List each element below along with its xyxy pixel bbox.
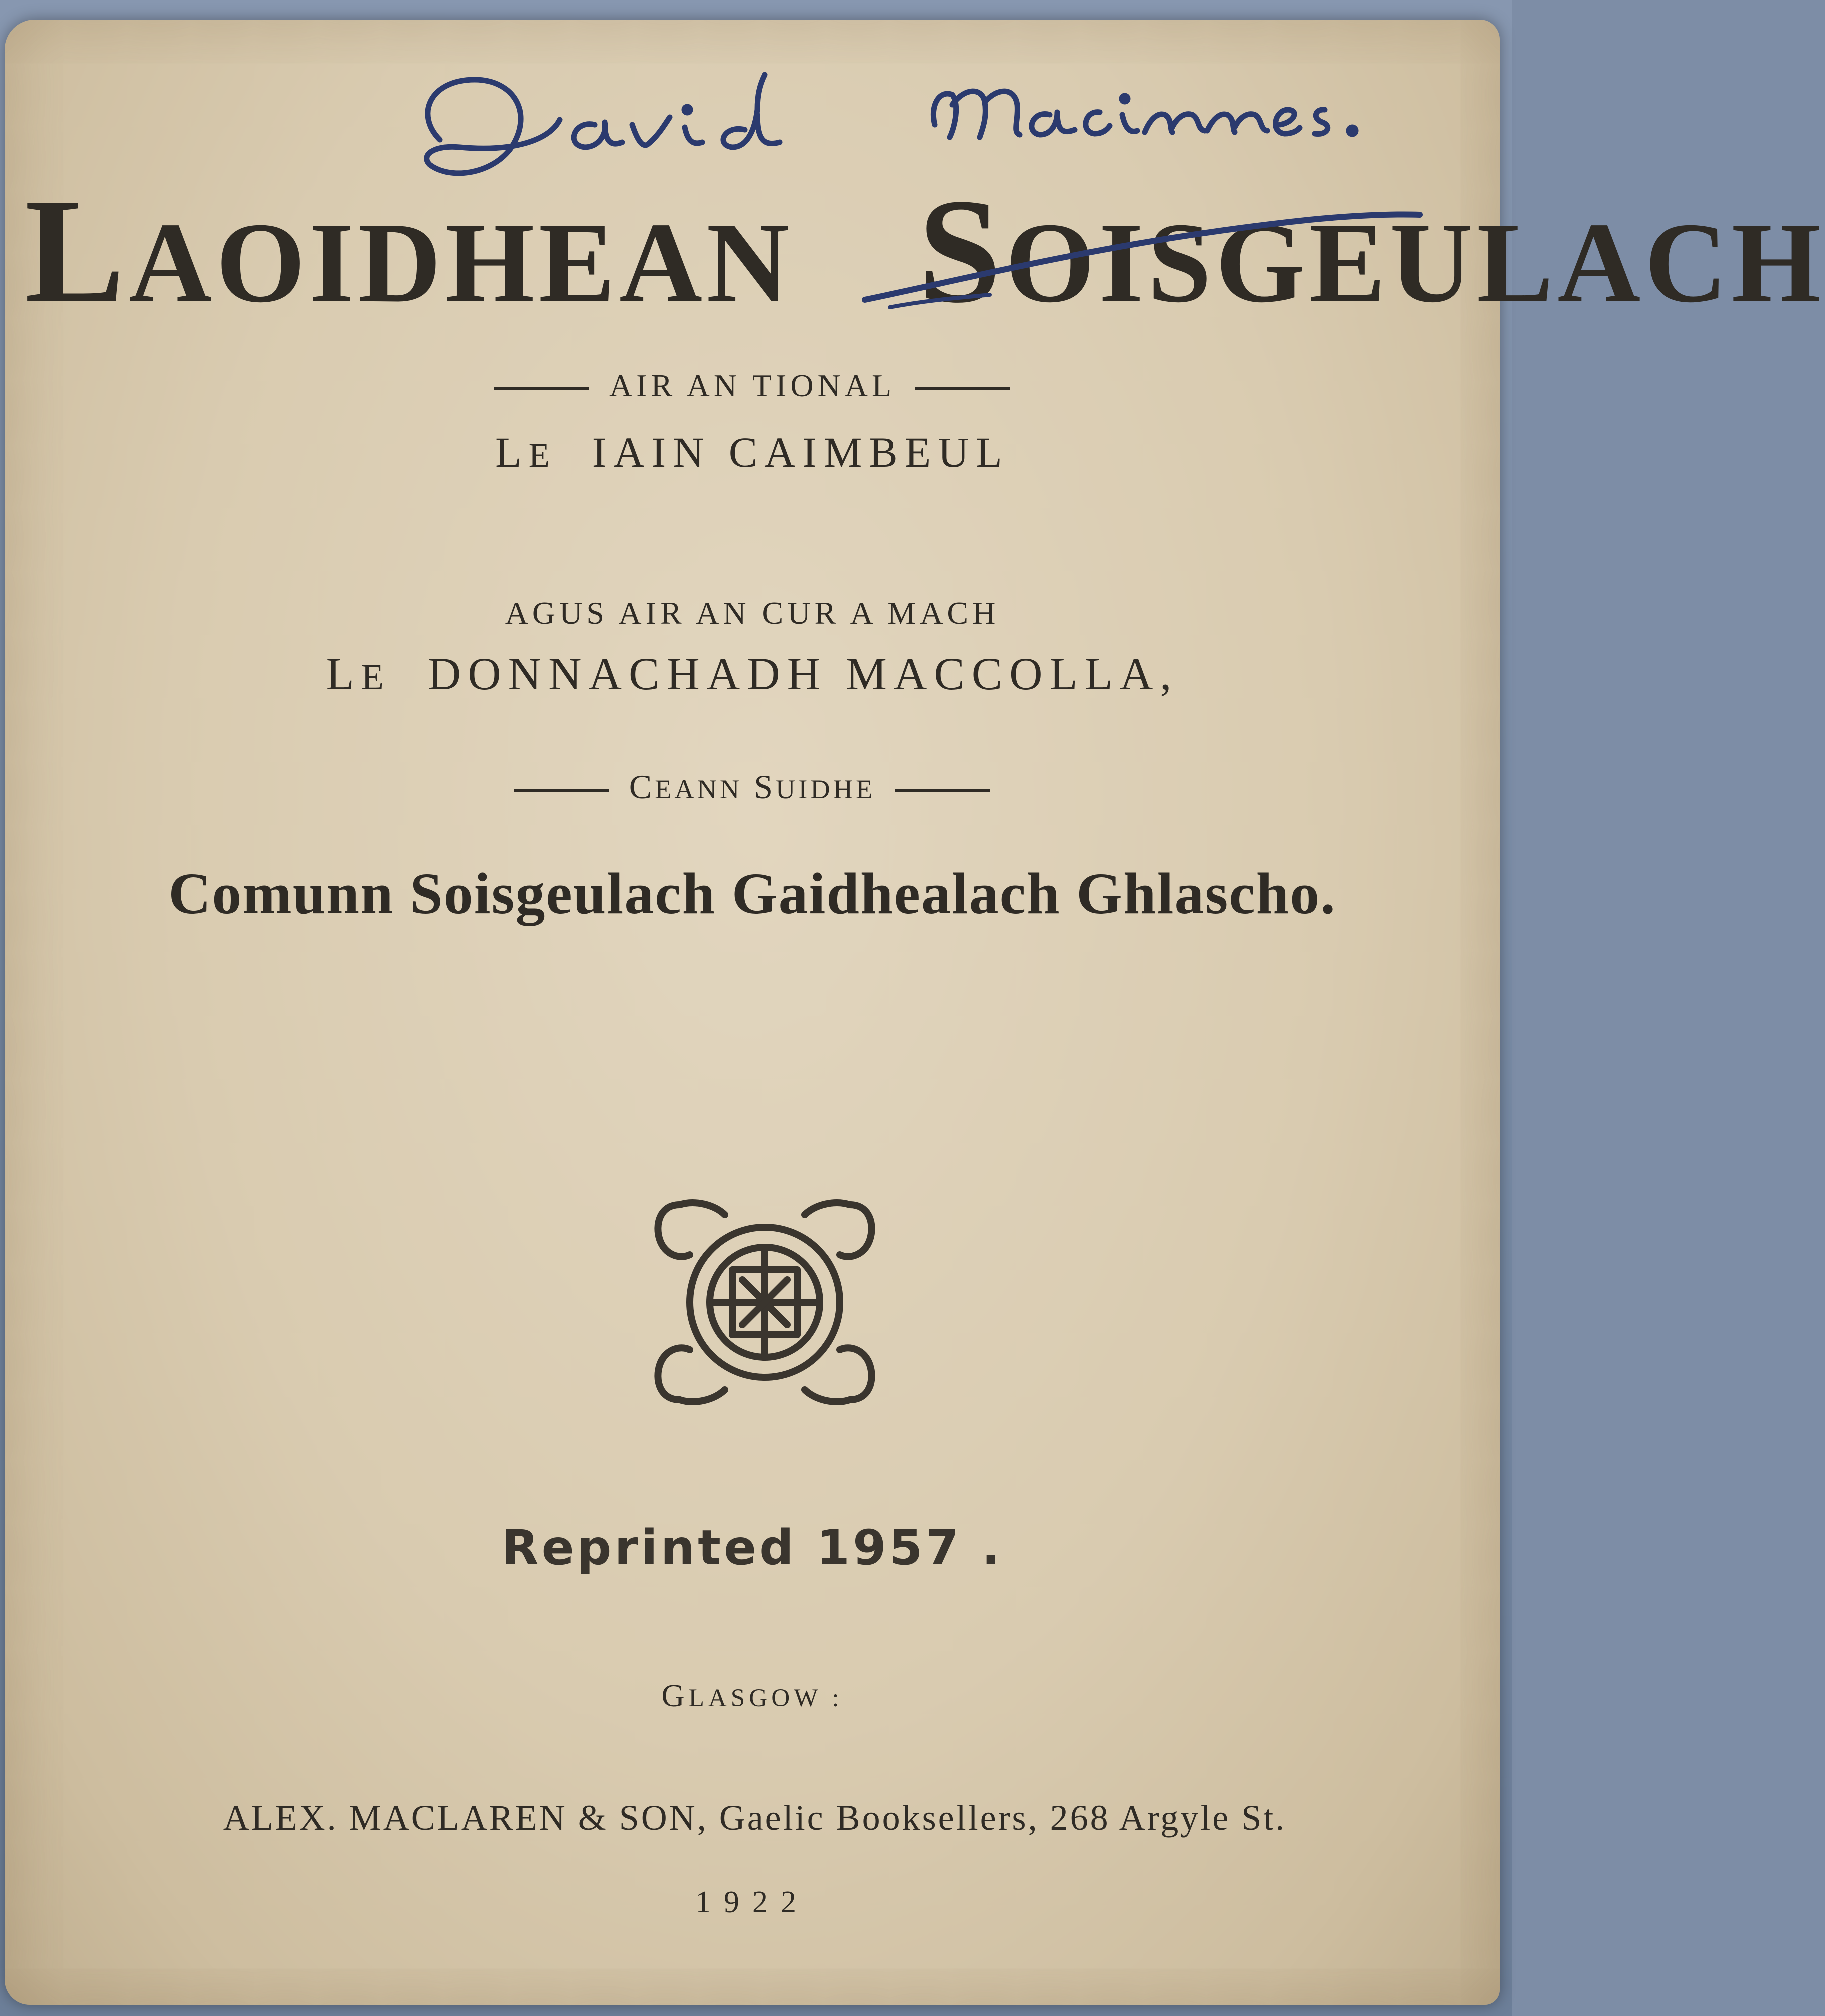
role-initial-1: C [629,768,656,806]
place-initial: G [662,1678,689,1714]
rule-left [494,388,590,390]
title-word1-rest: AOIDHEAN [129,199,794,326]
compiler-name: IAIN CAIMBEUL [592,428,1010,476]
role-rest-1: EANN [655,774,743,804]
publisher-line [5,648,1500,700]
role-rest-2: UIDHE [776,774,876,804]
compiled-label: AIR AN TIONAL [609,368,896,404]
pen-underline-stroke [860,200,1435,330]
place-rest: LASGOW : [688,1684,844,1712]
publisher-imprint: ALEX. MACLAREN & SON, Gaelic Booksellers, 268 Argyle St. [223,1798,1287,1838]
title-word2-initial: S [918,168,1006,334]
title-page [5,20,1825,2005]
publication-year: 1922 [696,1886,810,1920]
rule-right [916,388,1010,390]
publisher-name: DONNACHADH MACCOLLA, [428,648,1179,700]
published-label: AGUS AIR AN CUR A MACH [505,596,1000,631]
compiler-line [5,428,1500,478]
title-word2-rest: OISGEULACH [1006,199,1825,326]
compiler-prefix-initial: L [496,428,529,476]
compiled-label-line [5,368,1500,404]
rule-right [896,789,990,792]
publisher-prefix-rest: E [361,656,391,698]
title-word1-initial: L [25,168,130,334]
publisher-prefix-initial: L [326,648,362,700]
role-line [5,768,1500,807]
celtic-knot-icon [650,1185,880,1420]
role-initial-2: S [754,768,776,806]
society-name: Comunn Soisgeulach Gaidhealach Ghlascho. [168,861,1336,926]
reprint-notice: Reprinted 1957 . [502,1520,1004,1576]
rule-left [514,789,610,792]
place-line [5,1678,1500,1714]
compiler-prefix-rest: E [528,436,557,474]
